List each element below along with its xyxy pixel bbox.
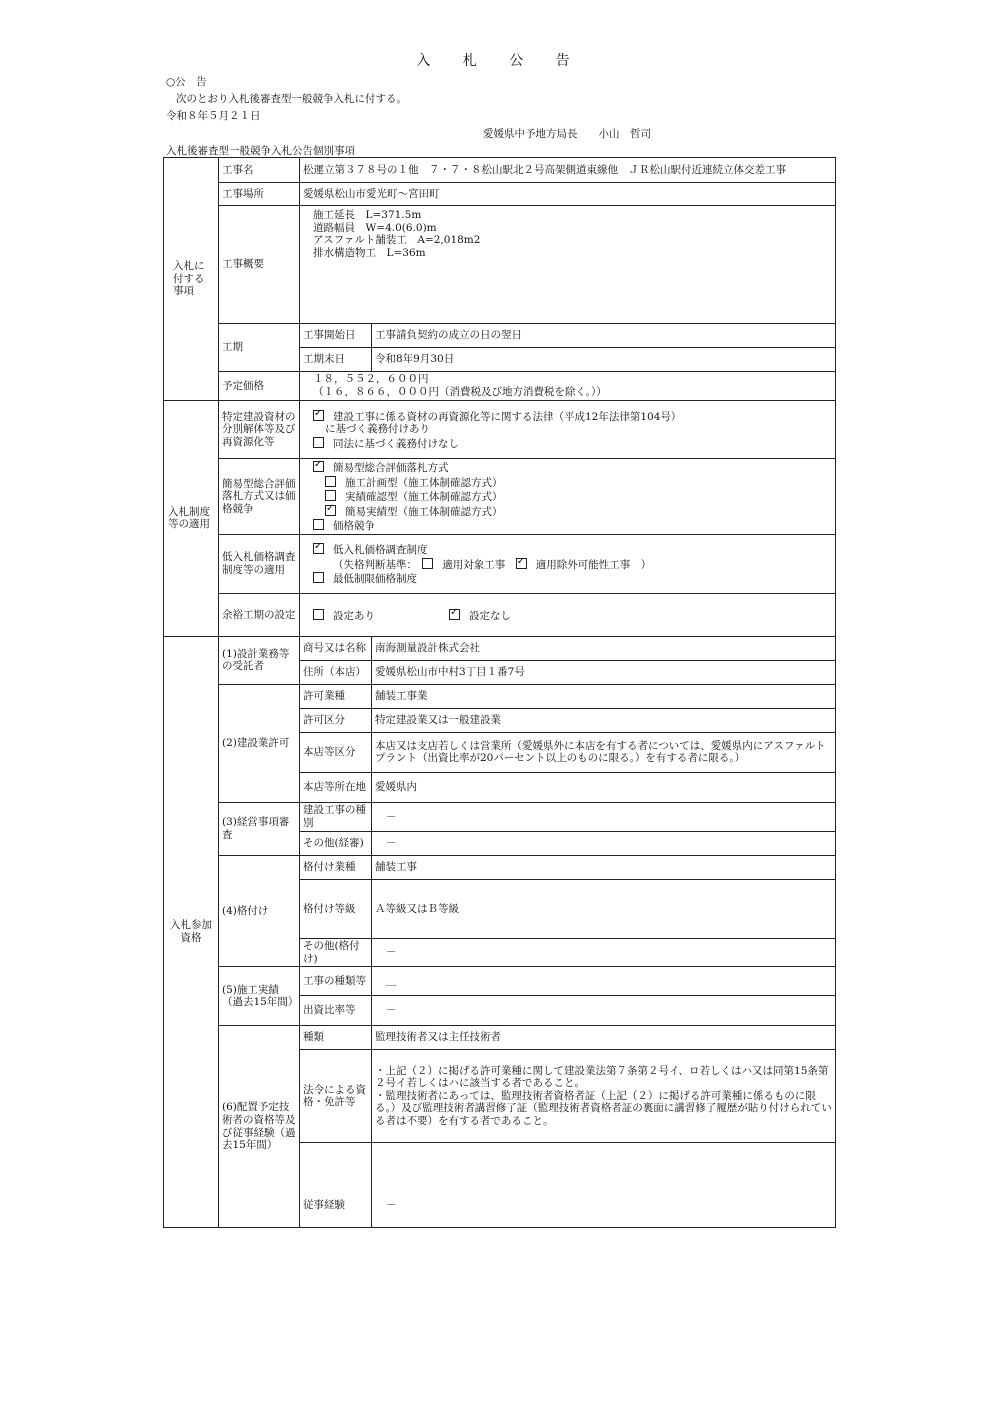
value-record-ratio: － <box>372 996 836 1026</box>
option-text: 最低制限価格制度 <box>333 573 417 586</box>
value-price <box>300 372 836 401</box>
notice-date: 令和８年５月２１日 <box>166 110 261 122</box>
option-text: （失格判断基準： <box>333 558 412 571</box>
value-work-place: 愛媛県松山市愛光町～宮田町 <box>300 183 836 206</box>
label-audit: (3)経営事項審査 <box>219 802 300 855</box>
label-rank: (4)格付け <box>219 855 300 966</box>
label-audit-kind: 建設工事の種別 <box>300 802 372 831</box>
value-work-name: 松運立第３７８号の１他 ７・７・８松山駅北２号高架側道東線他 ＪＲ松山駅付近連続立体交差工事 <box>300 158 836 183</box>
label-permit-type: 許可業種 <box>300 684 372 708</box>
section-heading: 入札後審査型一般競争入札公告個別事項 <box>166 145 355 157</box>
label-rank-other: その他(格付け) <box>300 938 372 966</box>
label-work-place: 工事場所 <box>219 183 300 206</box>
label-recycle: 特定建設資材の分別解体等及び再資源化等 <box>219 401 300 459</box>
license-requirement: ・上記（２）に掲げる許可業種に関して建設業法第７条第２号イ、ロ若しくはハ又は同第15条第２号イ若しくはハに該当する者であること。 <box>375 1064 829 1090</box>
value-staff-license <box>372 1050 836 1143</box>
checkbox-empty-icon <box>422 558 433 569</box>
value-rank-other: － <box>372 938 836 966</box>
value-design-name: 南海測量設計株式会社 <box>372 636 836 660</box>
value-audit-kind: － <box>372 802 836 831</box>
value-design-address: 愛媛県松山市中村3丁目１番7号 <box>372 660 836 684</box>
option-text: 適用除外可能性工事 ） <box>535 558 652 571</box>
option-text: 実績確認型（施工体制確認方式） <box>345 491 503 504</box>
label-staff-license: 法令による資格・免許等 <box>300 1050 372 1143</box>
option-text: 同法に基づく義務付けなし <box>333 437 459 450</box>
value-start: 工事請負契約の成立の日の翌日 <box>372 324 836 348</box>
license-requirement: ・監理技術者にあっては、監理技術者資格者証（上記（２）に掲げる許可業種に係るものに限る。）及び監理技術者講習修了証（監理技術者資格者証の裏面に講習修了履歴が貼り付けられている者は不要）を有する者であること。 <box>375 1089 832 1128</box>
label-record-kind: 工事の種類等 <box>300 967 372 996</box>
option-text: 簡易型総合評価落札方式 <box>333 462 449 474</box>
checkbox-checked-icon <box>516 558 527 569</box>
checkbox-checked-icon <box>313 543 324 554</box>
label-staff-experience: 従事経験 <box>300 1143 372 1228</box>
value-rank-type: 舗装工事 <box>372 855 836 879</box>
value-permit-class: 特定建設業又は一般建設業 <box>372 708 836 732</box>
price-line-excl-tax: （１６，８６６，０００円（消費税及び地方消費税を除く。）） <box>313 386 607 398</box>
label-eval: 簡易型総合評価落札方式又は価格競争 <box>219 459 300 535</box>
value-low-bid <box>300 534 836 593</box>
label-design-contractor: (1)設計業務等の受託者 <box>219 636 300 684</box>
checkbox-empty-icon <box>325 490 336 501</box>
label-price: 予定価格 <box>219 372 300 401</box>
label-record-ratio: 出資比率等 <box>300 996 372 1026</box>
price-line: １８，５５２，６００円 <box>313 373 429 386</box>
label-design-name: 商号又は名称 <box>300 636 372 660</box>
value-hq-type: 本店又は支店若しくは営業所（愛媛県外に本店を有する者については、愛媛県内にアスファルトプラント（出資比率が20パーセント以上のものに限る。）を有する者に限る。） <box>372 732 836 772</box>
value-audit-other: － <box>372 831 836 855</box>
checkbox-empty-icon <box>313 437 324 448</box>
checkbox-checked-icon <box>313 410 324 421</box>
label-design-address: 住所（本店） <box>300 660 372 684</box>
option-text: 価格競争 <box>333 520 375 533</box>
value-eval <box>300 459 836 535</box>
option-text: 建設工事に係る資材の再資源化等に関する法律（平成12年法律第104号） <box>333 410 682 423</box>
option-text: 簡易実績型（施工体制確認方式） <box>345 505 503 518</box>
value-recycle <box>300 401 836 459</box>
value-permit-type: 舗装工事業 <box>372 684 836 708</box>
label-work-summary: 工事概要 <box>219 206 300 324</box>
label-period: 工期 <box>219 324 300 372</box>
value-record-kind: ＿ <box>372 967 836 996</box>
label-permit: (2)建設業許可 <box>219 684 300 802</box>
value-rank-grade: Ａ等級又はＢ等級 <box>372 879 836 938</box>
label-work-name: 工事名 <box>219 158 300 183</box>
value-hq-location: 愛媛県内 <box>372 772 836 802</box>
checkbox-empty-icon <box>313 519 324 530</box>
checkbox-empty-icon <box>325 476 336 487</box>
checkbox-checked-icon <box>449 609 460 620</box>
value-margin-period <box>300 593 836 636</box>
label-margin-period: 余裕工期の設定 <box>219 593 300 636</box>
option-text: 適用対象工事 <box>442 558 506 571</box>
summary-line: 排水構造物工 L=36m <box>313 246 426 259</box>
notice-issuer: 愛媛県中予地方局長 小山 哲司 <box>483 128 651 140</box>
checkbox-checked-icon <box>313 461 324 472</box>
label-end: 工期末日 <box>300 348 372 372</box>
value-work-summary <box>300 206 836 324</box>
notice-table <box>163 157 836 1228</box>
notice-intro: 次のとおり入札後審査型一般競争入札に付する。 <box>176 93 407 105</box>
label-start: 工事開始日 <box>300 324 372 348</box>
category-eligibility: 入札参加資格 <box>164 636 219 1227</box>
value-end: 令和8年9月30日 <box>372 348 836 372</box>
label-audit-other: その他(経審) <box>300 831 372 855</box>
label-staff: (6)配置予定技術者の資格等及び従事経験（過去15年間） <box>219 1026 300 1228</box>
notice-mark: ○公 告 <box>166 76 207 88</box>
checkbox-empty-icon <box>313 572 324 583</box>
label-staff-kind: 種類 <box>300 1026 372 1050</box>
label-rank-type: 格付け業種 <box>300 855 372 879</box>
page-title: 入 札 公 告 <box>416 53 584 69</box>
summary-line: 施工延長 L=371.5m <box>313 209 422 221</box>
value-staff-kind: 監理技術者又は主任技術者 <box>372 1026 836 1050</box>
category-bid-system: 入札制度等の適用 <box>164 401 219 637</box>
label-hq-location: 本店等所在地 <box>300 772 372 802</box>
checkbox-checked-icon <box>325 505 336 516</box>
summary-line: アスファルト舗装工 A=2,018m2 <box>313 234 481 247</box>
label-hq-type: 本店等区分 <box>300 732 372 772</box>
option-text: 低入札価格調査制度 <box>333 544 428 557</box>
summary-line: 道路幅員 W=4.0(6.0)m <box>313 221 437 234</box>
option-text: 施工計画型（施工体制確認方式） <box>345 476 503 489</box>
value-staff-experience: － <box>372 1143 836 1228</box>
option-text: に基づく義務付けあり <box>325 423 430 436</box>
label-rank-grade: 格付け等級 <box>300 879 372 938</box>
label-permit-class: 許可区分 <box>300 708 372 732</box>
label-low-bid: 低入札価格調査制度等の適用 <box>219 534 300 593</box>
checkbox-empty-icon <box>313 609 324 620</box>
category-bid-items: 入札に付する事項 <box>164 158 219 401</box>
option-text: 設定あり <box>333 609 375 622</box>
label-record: (5)施工実績（過去15年間） <box>219 967 300 1026</box>
option-text: 設定なし <box>469 609 511 622</box>
